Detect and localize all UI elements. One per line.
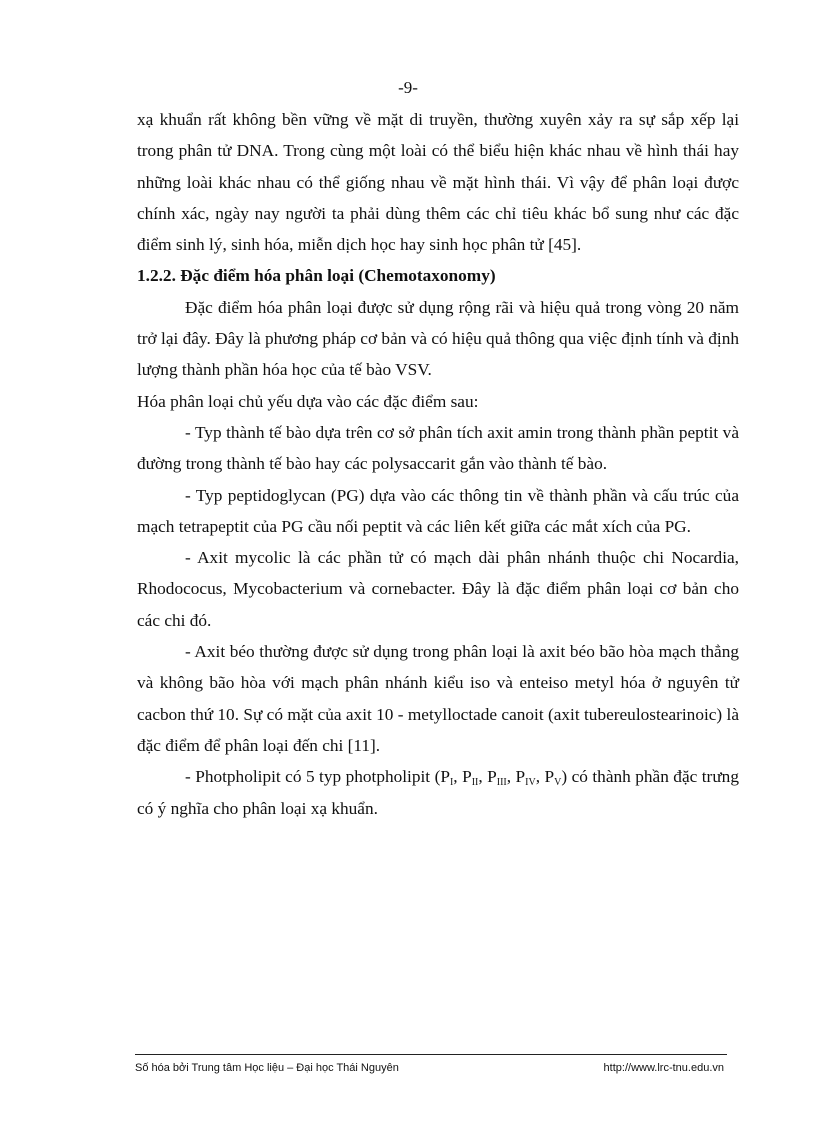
paragraph-chemotaxonomy: Đặc điểm hóa phân loại được sử dụng rộng rãi và hiệu quả trong vòng 20 năm trở lại đây. Đây là phương pháp cơ bản và có hiệu quả thông qua việc định tính và định lượng thành phần hóa học của tế bào VSV.: [137, 297, 739, 380]
phospholipid-text-end: ) có thành phần đặc trưng có ý nghĩa cho phân loại xạ khuẩn.: [137, 767, 739, 818]
bullet-cell-wall-type: - Typ thành tế bào dựa trên cơ sở phân tích axit amin trong thành phần peptit và đường trong thành tế bào hay các polysaccarit gắn vào thành tế bào.: [137, 422, 739, 474]
subscript-4: IV: [525, 777, 536, 789]
footer-divider: [135, 1054, 727, 1055]
subscript-2: II: [471, 777, 479, 789]
bullet-fatty-acid: - Axit béo thường được sử dụng trong phân loại là axit béo bão hòa mạch thẳng và không bão hòa với mạch phân nhánh kiểu iso và enteiso metyl hóa ở nguyên tử cacbon thứ 10. Sự có mặt của axit 10 - metylloctade canoit (axit tubereulostearinoic) là đặc điểm để phân loại đến chi [11].: [137, 642, 739, 755]
paragraph-criteria-intro: Hóa phân loại chủ yếu dựa vào các đặc điểm sau:: [137, 391, 479, 411]
footer-source: Số hóa bởi Trung tâm Học liệu – Đại học Thái Nguyên: [135, 1062, 399, 1074]
footer-url: http://www.lrc-tnu.edu.vn: [603, 1062, 724, 1074]
phospholipid-text-start: - Photpholipit có 5 typ photpholipit (P: [185, 767, 450, 787]
subscript-3: III: [496, 777, 507, 789]
subscript-5: V: [554, 777, 562, 789]
paragraph-intro: xạ khuẩn rất không bền vững về mặt di truyền, thường xuyên xảy ra sự sắp xếp lại trong phân tử DNA. Trong cùng một loài có thể biểu hiện khác nhau về hình thái hay những loài khác nhau có thể giống nhau về mặt hình thái. Vì vậy để phân loại được chính xác, ngày nay người ta phải dùng thêm các chỉ tiêu khác bổ sung như các đặc điểm sinh lý, sinh hóa, miễn dịch học hay sinh học phân tử [45].: [137, 110, 739, 255]
bullet-peptidoglycan: - Typ peptidoglycan (PG) dựa vào các thông tin về thành phần và cấu trúc của mạch tetrapeptit của PG cầu nối peptit và các liên kết giữa các mắt xích của PG.: [137, 485, 739, 536]
page-body: [137, 104, 739, 824]
bullet-phospholipid: - Photpholipit có 5 typ photpholipit ($P_I$, $P_{II}$, $P_{III}$, $P_{IV}$, $P_V$) có thành phần đặc trưng có ý nghĩa cho phân loại xạ khuẩn.: [137, 767, 739, 818]
bullet-mycolic-acid: - Axit mycolic là các phần tử có mạch dài phân nhánh thuộc chi Nocardia, Rhodococus, Mycobacterium và cornebacter. Đây là đặc điểm phân loại cơ bản cho các chi đó.: [137, 548, 739, 630]
subscript-1: I: [449, 777, 454, 789]
page-number: -9-: [398, 78, 418, 97]
section-heading: 1.2.2. Đặc điểm hóa phân loại (Chemotaxonomy): [137, 266, 496, 286]
